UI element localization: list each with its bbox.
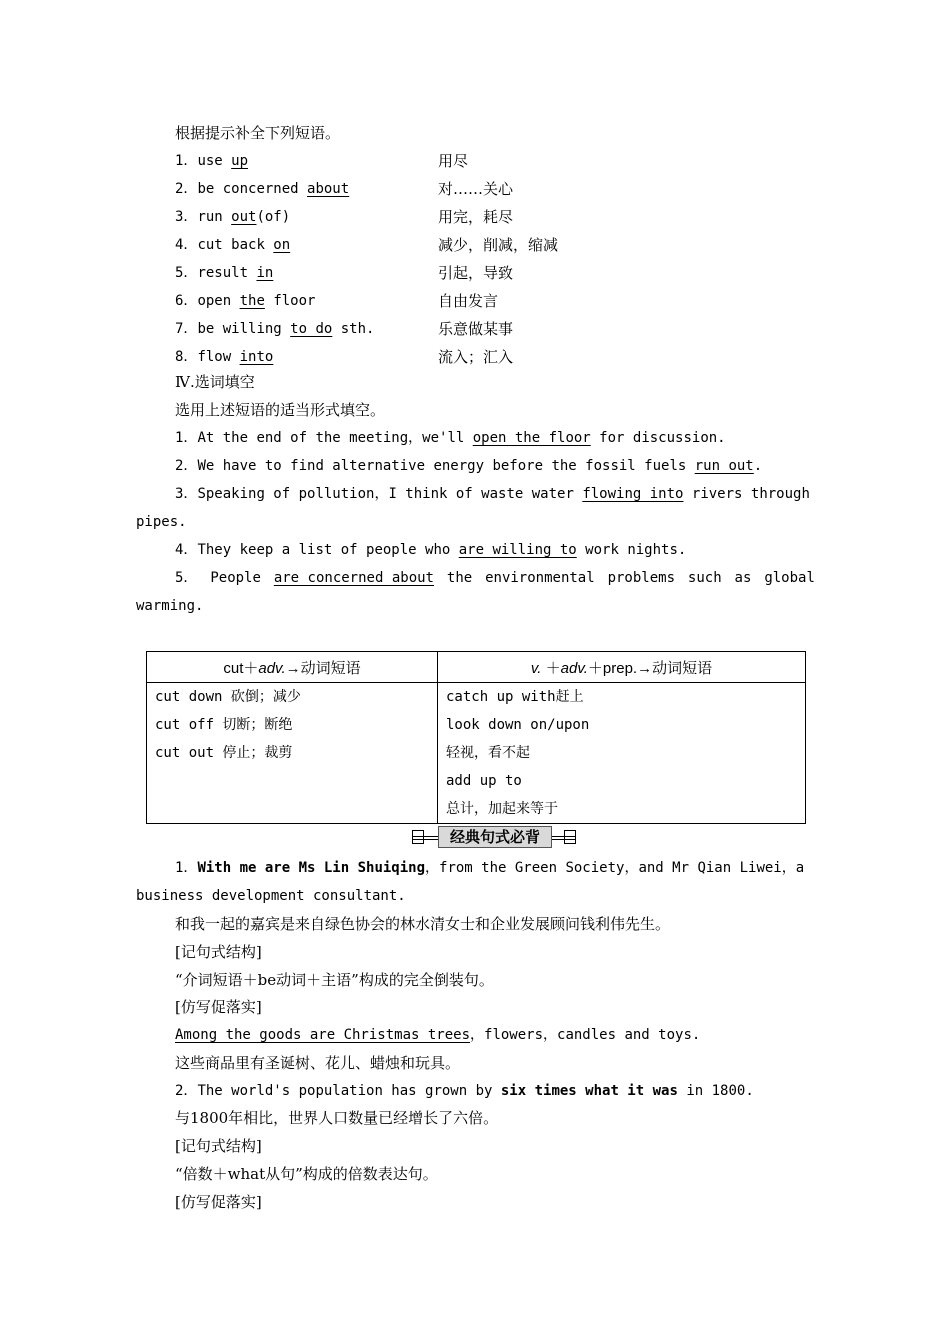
phrase-answer: in [256, 265, 274, 281]
section4-heading: Ⅳ.选词填空 [175, 373, 255, 391]
phrase-text: open [197, 293, 240, 309]
phrase-meaning: 自由发言 [438, 292, 499, 310]
sentence-1-structure: “介词短语＋be动词＋主语”构成的完全倒装句。 [175, 971, 494, 989]
section3-intro: 根据提示补全下列短语。 [175, 124, 341, 142]
practice-answer-1: Among the goods are Christmas trees [175, 1027, 471, 1043]
phrase-text: use [197, 153, 232, 169]
section-banner [412, 826, 576, 848]
question-5: 5． People are concerned about the environmental problems such as global [175, 570, 815, 586]
answer-2: run out [694, 458, 754, 474]
table-cell-left [147, 683, 438, 824]
table-header-right: v. ＋adv.＋prep.→动词短语 [438, 652, 806, 683]
sentence-1-key: With me are Ms Lin Shuiqing [197, 860, 426, 876]
phrase-item: 2．be concerned about [175, 181, 350, 197]
table-left-line: cut out 停止；裁剪 [155, 745, 293, 761]
phrase-text: cut back [197, 237, 274, 253]
phrase-meaning: 乐意做某事 [438, 320, 514, 338]
table-left-line: cut down 砍倒；减少 [155, 689, 301, 705]
practice-label-1: [仿写促落实] [175, 998, 262, 1016]
phrase-text: flow [197, 349, 240, 365]
sentence-1-practice: Among the goods are Christmas trees，flowers，candles and toys. [175, 1027, 701, 1043]
banner-left-cap [412, 830, 424, 844]
answer-5: are concerned about [273, 570, 434, 586]
sentence-2-structure: “倍数＋what从句”构成的倍数表达句。 [175, 1165, 438, 1183]
question-4: 4．They keep a list of people who are willing to work nights. [175, 542, 687, 558]
sentence-1-translation: 和我一起的嘉宾是来自绿色协会的林水清女士和企业发展顾问钱利伟先生。 [175, 915, 671, 933]
answer-4: are willing to [458, 542, 577, 558]
banner-title: 经典句式必背 [438, 826, 552, 848]
structure-label-1: [记句式结构] [175, 943, 262, 961]
question-3: 3．Speaking of pollution，I think of waste water flowing into rivers through [175, 486, 810, 502]
practice-label-2: [仿写促落实] [175, 1193, 262, 1211]
question-1: 1．At the end of the meeting，we'll open the floor for discussion. [175, 430, 726, 446]
table-right-line: catch up with赶上 [446, 689, 584, 705]
phrase-meaning: 用尽 [438, 152, 469, 170]
phrase-item: 6．open the floor [175, 293, 316, 309]
table-left-line: cut off 切断；断绝 [155, 717, 293, 733]
phrase-meaning: 对……关心 [438, 180, 514, 198]
sentence-2: 2．The world's population has grown by six times what it was in 1800. [175, 1083, 754, 1099]
table-right-line: add up to [446, 773, 522, 789]
phrase-meaning: 用完，耗尽 [438, 208, 514, 226]
question-3-continued: pipes. [136, 514, 187, 530]
phrase-text: floor [264, 293, 316, 309]
question-2: 2．We have to find alternative energy before the fossil fuels run out. [175, 458, 763, 474]
table-cell-right [438, 683, 806, 824]
phrase-meaning: 流入；汇入 [438, 348, 514, 366]
table-right-line: 总计，加起来等于 [446, 801, 558, 817]
phrase-meaning: 引起，导致 [438, 264, 514, 282]
phrase-answer: the [239, 293, 265, 309]
phrase-answer: up [231, 153, 249, 169]
phrase-text: result [197, 265, 257, 281]
phrase-item: 8．flow into [175, 349, 274, 365]
phrase-table [146, 651, 806, 824]
phrase-item: 4．cut back on [175, 237, 291, 253]
table-header-left: cut＋adv.→动词短语 [147, 652, 438, 683]
phrase-answer: to do [290, 321, 333, 337]
phrase-item: 3．run out(of) [175, 209, 291, 225]
sentence-1-practice-translation: 这些商品里有圣诞树、花儿、蜡烛和玩具。 [175, 1054, 461, 1072]
banner-right-cap [564, 830, 576, 844]
sentence-1: 1．With me are Ms Lin Shuiqing，from the Green Society，and Mr Qian Liwei，a [175, 860, 805, 876]
phrase-text: be concerned [197, 181, 308, 197]
phrase-item: 7．be willing to do sth. [175, 321, 375, 337]
answer-1: open the floor [472, 430, 591, 446]
phrase-text: be willing [197, 321, 291, 337]
structure-label-2: [记句式结构] [175, 1137, 262, 1155]
phrase-text: (of) [256, 209, 291, 225]
phrase-meaning: 减少，削减，缩减 [438, 236, 559, 254]
table-right-line: 轻视，看不起 [446, 745, 530, 761]
sentence-2-key: six times what it was [500, 1083, 678, 1099]
section4-intro: 选用上述短语的适当形式填空。 [175, 401, 386, 419]
phrase-item: 5．result in [175, 265, 274, 281]
sentence-2-translation: 与1800年相比，世界人口数量已经增长了六倍。 [175, 1109, 499, 1127]
phrase-item: 1．use up [175, 153, 249, 169]
table-right-line: look down on/upon [446, 717, 590, 733]
answer-3: flowing into [582, 486, 684, 502]
sentence-1-continued: business development consultant. [136, 888, 406, 904]
phrase-text: sth. [332, 321, 375, 337]
phrase-answer: on [273, 237, 291, 253]
phrase-answer: out [231, 209, 257, 225]
question-5-continued: warming. [136, 598, 204, 614]
phrase-answer: into [239, 349, 274, 365]
phrase-text: run [197, 209, 232, 225]
phrase-answer: about [307, 181, 350, 197]
